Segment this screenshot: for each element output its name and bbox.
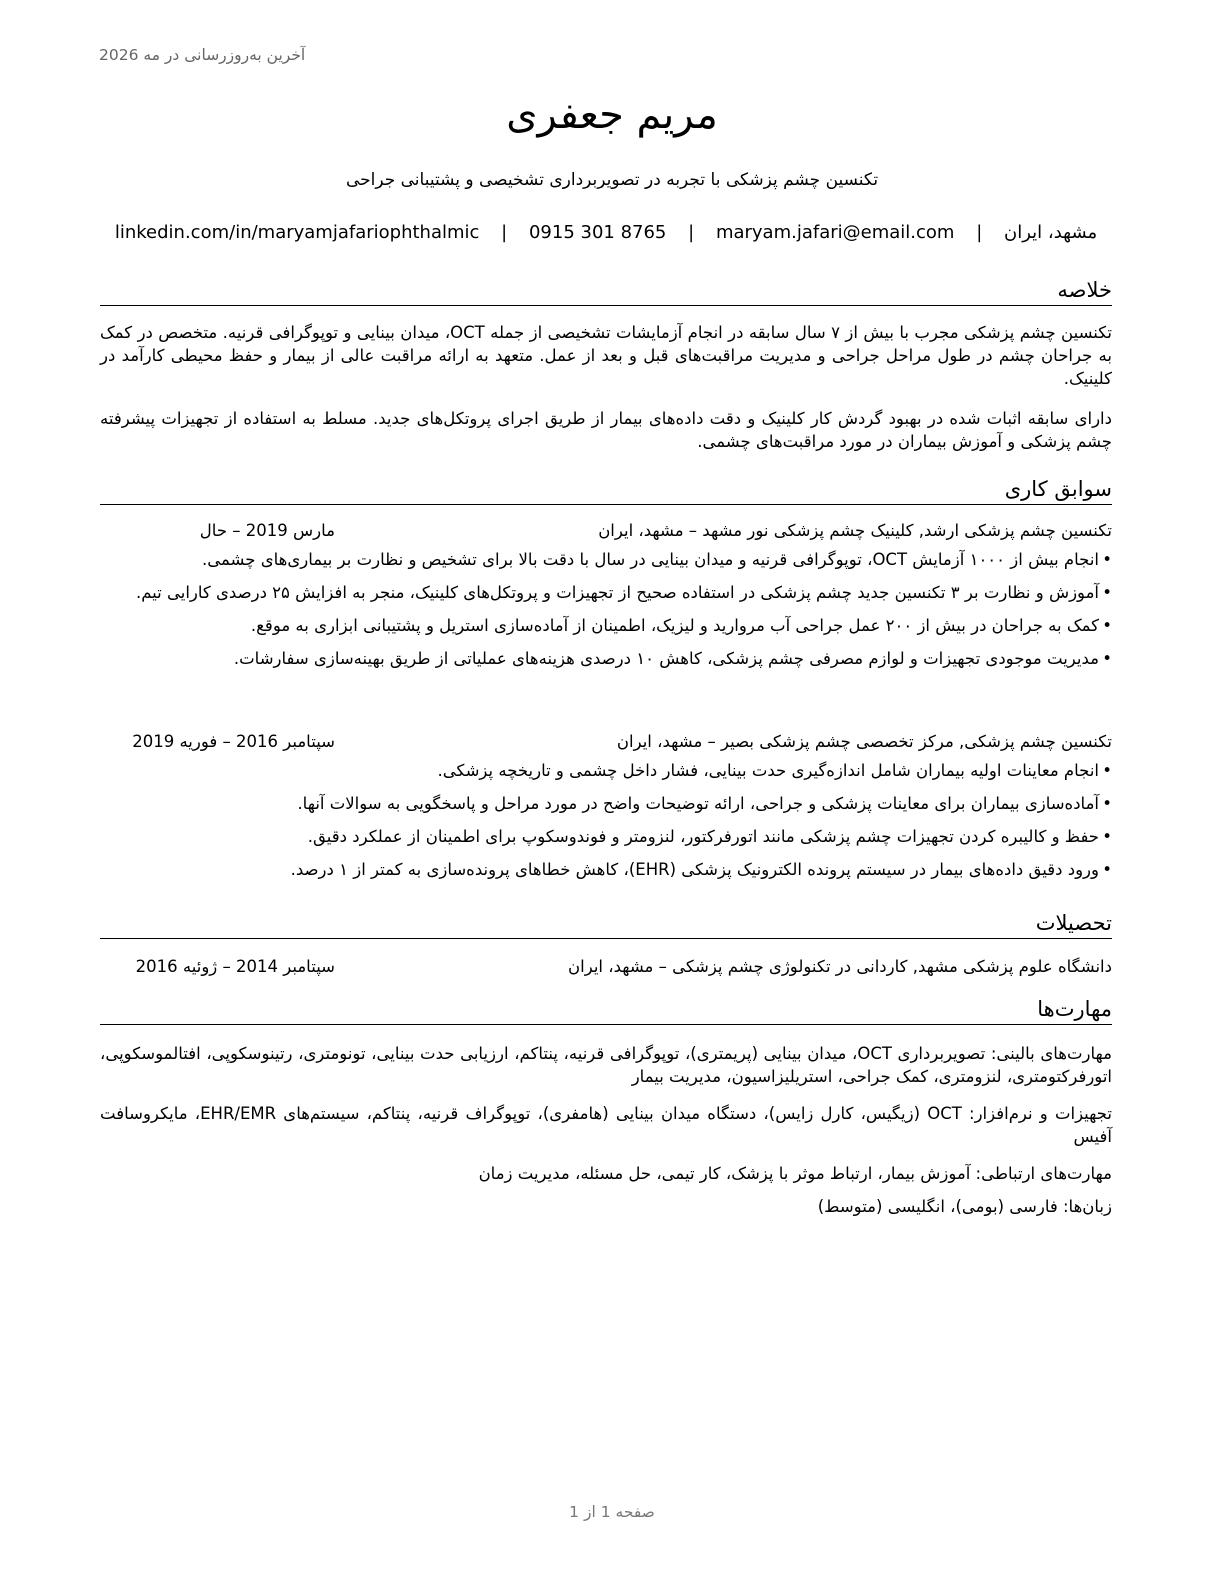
- job-title: تکنسین چشم پزشکی, مرکز تخصصی چشم پزشکی بصیر – مشهد، ایران: [616, 732, 1112, 751]
- contact-line: [100, 222, 1112, 243]
- job-bullet: • حفظ و کالیبره کردن تجهیزات چشم پزشکی مانند اتورفرکتور، لنزومتر و فوندوسکوپ برای اطمینان از عملکرد دقیق.: [96, 825, 1112, 848]
- contact-email[interactable]: maryam.jafari@email.com: [715, 222, 955, 243]
- job-date: مارس 2019 – حال: [199, 521, 335, 540]
- education-entry: [100, 956, 1112, 978]
- job-bullet: • انجام معاینات اولیه بیماران شامل اندازه‌گیری حدت بینایی، فشار داخل چشمی و تاریخچه پزشکی.: [96, 759, 1112, 782]
- education-title: دانشگاه علوم پزشکی مشهد, کاردانی در تکنولوژی چشم پزشکی – مشهد، ایران: [568, 957, 1112, 976]
- job-bullet: • آماده‌سازی بیماران برای معاینات پزشکی و جراحی، ارائه توضیحات واضح در مورد مراحل و پاسخگویی به سوالات آنها.: [96, 792, 1112, 815]
- education-date: سپتامبر 2014 – ژوئیه 2016: [135, 957, 335, 976]
- section-title-summary: خلاصه: [100, 276, 1112, 306]
- job-bullet: • ورود دقیق داده‌های بیمار در سیستم پرونده الکترونیک پزشکی (EHR)، کاهش خطاهای پرونده‌سازی به کمتر از ۱ درصد.: [96, 858, 1112, 881]
- job-bullets: [96, 548, 1112, 680]
- summary-paragraph: دارای سابقه اثبات شده در بهبود گردش کار کلینیک و دقت داده‌های بیمار از طریق اجرای پروتکل‌های جدید. مسلط به استفاده از تجهیزات پیشرفته چشم پزشکی و آموزش بیماران در مورد مراقبت‌های چشمی.: [100, 409, 1112, 451]
- skill-line: تجهیزات و نرم‌افزار: OCT (زیگیس، کارل زایس)، دستگاه میدان بینایی (هامفری)، توپوگراف قرنیه، پنتاکم، سیستم‌های EHR/EMR، مایکروسافت آفیس: [100, 1104, 1113, 1146]
- skill-line: مهارت‌های ارتباطی: آموزش بیمار، ارتباط موثر با پزشک، کار تیمی، حل مسئله، مدیریت زمان: [478, 1164, 1112, 1183]
- contact-location: مشهد، ایران: [1004, 222, 1098, 243]
- job-bullet: • کمک به جراحان در بیش از ۲۰۰ عمل جراحی آب مروارید و لیزیک، اطمینان از آماده‌سازی استریل و پشتیبانی ابزاری به موقع.: [96, 614, 1112, 637]
- job-bullet: • مدیریت موجودی تجهیزات و لوازم مصرفی چشم پزشکی، کاهش ۱۰ درصدی هزینه‌های عملیاتی از طریق بهینه‌سازی سفارشات.: [96, 647, 1112, 670]
- summary-paragraph: تکنسین چشم پزشکی مجرب با بیش از ۷ سال سابقه در انجام آزمایشات تشخیصی از جمله OCT، میدان بینایی و توپوگرافی قرنیه. متخصص در کمک به جراحان چشم در طول مراحل جراحی و مدیریت مراقبت‌های قبل و بعد از عمل. متعهد به ارائه مراقبت عالی از بیمار و حفظ محیطی کارآمد در کلینیک.: [100, 323, 1112, 388]
- job-date: سپتامبر 2016 – فوریه 2019: [132, 732, 335, 751]
- contact-linkedin[interactable]: linkedin.com/in/maryamjafariophthalmic: [114, 222, 480, 243]
- job-header: [100, 731, 1112, 753]
- candidate-headline: تکنسین چشم پزشکی با تجربه در تصویربرداری تشخیصی و پشتیبانی جراحی: [345, 170, 879, 190]
- last-updated-note: آخرین به‌روزرسانی در مه 2026: [99, 46, 306, 64]
- contact-separator: |: [976, 222, 983, 243]
- job-bullets: [96, 759, 1112, 891]
- section-title-education: تحصیلات: [100, 909, 1112, 939]
- job-header: [100, 520, 1112, 542]
- job-title: تکنسین چشم پزشکی ارشد, کلینیک چشم پزشکی نور مشهد – مشهد، ایران: [598, 521, 1112, 540]
- skill-line: مهارت‌های بالینی: تصویربرداری OCT، میدان بینایی (پریمتری)، توپوگرافی قرنیه، پنتاکم، ارزیابی حدت بینایی، تونومتری، رتینوسکوپی، افتالموسکوپی، اتورفرکتومتری، لنزومتری، کمک جراحی، استریلیزاسیون، مدیریت بیمار: [100, 1044, 1112, 1086]
- job-bullet: • انجام بیش از ۱۰۰۰ آزمایش OCT، توپوگرافی قرنیه و میدان بینایی در سال با دقت بالا برای تشخیص و نظارت بر بیماری‌های چشمی.: [96, 548, 1112, 571]
- contact-phone[interactable]: 0915 301 8765: [528, 222, 667, 243]
- skill-line: زبان‌ها: فارسی (بومی)، انگلیسی (متوسط): [817, 1197, 1112, 1216]
- contact-separator: |: [501, 222, 508, 243]
- job-bullet: • آموزش و نظارت بر ۳ تکنسین جدید چشم پزشکی در استفاده صحیح از تجهیزات و پروتکل‌های کلینیک، منجر به افزایش ۲۵ درصدی کارایی تیم.: [96, 581, 1112, 604]
- page-number: صفحه 1 از 1: [569, 1503, 655, 1521]
- contact-separator: |: [688, 222, 695, 243]
- section-title-experience: سوابق کاری: [100, 475, 1112, 505]
- section-title-skills: مهارت‌ها: [100, 995, 1112, 1025]
- candidate-name: مریم جعفری: [506, 92, 718, 138]
